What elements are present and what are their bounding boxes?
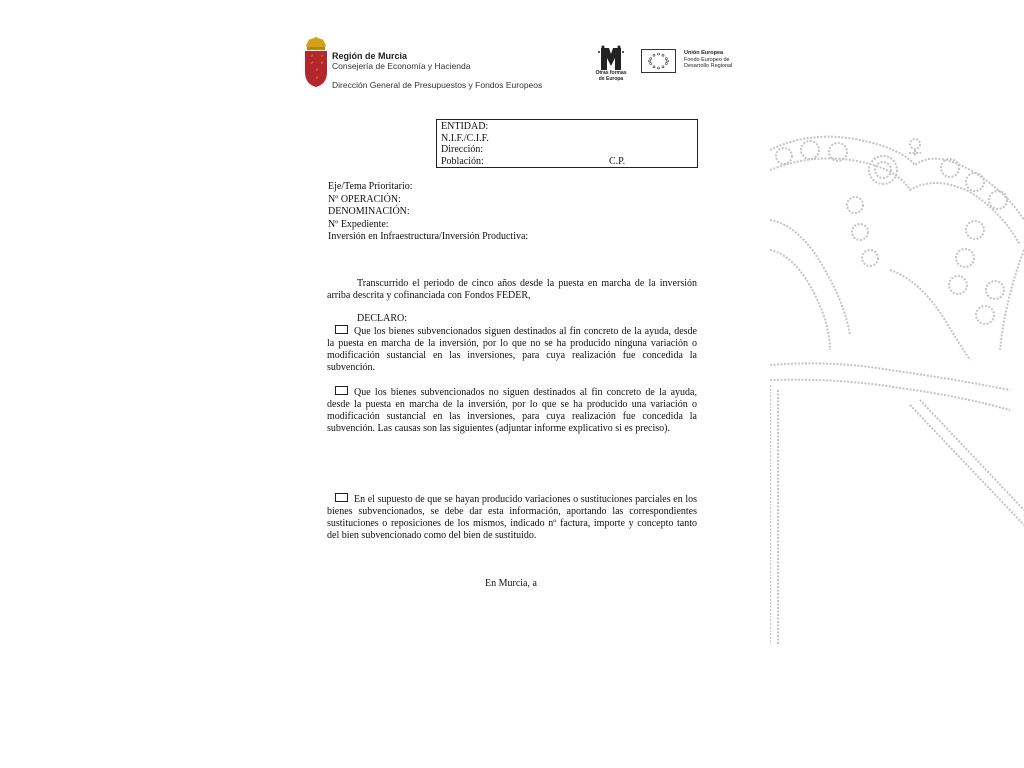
- expediente-label: Nº Expediente:: [328, 218, 389, 230]
- option-3: [327, 493, 697, 542]
- firma-line: En Murcia, a: [485, 578, 537, 589]
- intro-paragraph: Transcurrido el periodo de cinco años desde la puesta en marcha de la inversión arriba descrita y cofinanciada con Fondos FEDER,: [327, 278, 697, 301]
- entity-box: [436, 119, 698, 168]
- eu-flag-icon: [641, 49, 676, 73]
- direccion-label: Dirección:: [441, 144, 484, 155]
- denominacion-label: DENOMINACIÓN:: [328, 206, 410, 217]
- option-1: [327, 325, 697, 374]
- option-2-text: Que los bienes subvencionados no siguen destinados al fin concreto de la ayuda, desde la puesta en marcha de la inversión, por lo que se ha producido una variación o modificación sustancial en las inversiones, para cuya realización fue concedida la subvención. Las causas son las siguientes (adjuntar informe explicativo si es preciso).: [327, 387, 697, 434]
- eu-line-3: Desarrollo Regional: [684, 63, 733, 69]
- eu-line-2: Fondo Europeo de: [684, 56, 730, 63]
- consejeria-name: Consejería de Economía y Hacienda: [332, 61, 471, 71]
- option-1-text: Que los bienes subvencionados siguen destinados al fin concreto de la ayuda, desde la puesta en marcha de la inversión, por lo que no se ha producido ninguna variación o modificación sustancial en las inversiones, para cuya realización fue concedida la subvención.: [327, 326, 697, 373]
- declaro-heading: DECLARO:: [357, 313, 407, 324]
- direccion-general-name: Dirección General de Presupuestos y Fondos Europeos: [332, 80, 543, 90]
- otras-formas-logo: [593, 44, 629, 84]
- eje-label: Eje/Tema Prioritario:: [328, 181, 413, 192]
- region-name: Región de Murcia: [332, 51, 408, 61]
- otras-label-1: Otras formas: [595, 70, 627, 76]
- poblacion-label: Población:: [441, 155, 484, 167]
- eu-line-1: Unión Europea: [684, 50, 724, 56]
- nif-label: N.I.F./C.I.F.: [441, 132, 489, 144]
- inversion-label: Inversión en Infraestructura/Inversión Productiva:: [328, 231, 529, 242]
- operation-fields: [328, 181, 528, 244]
- option-2-checkbox[interactable]: [335, 386, 348, 395]
- cp-label: C.P.: [609, 155, 626, 167]
- eu-feder-text: [684, 50, 732, 70]
- otras-label-2: de Europa: [598, 75, 624, 82]
- option-2: [327, 386, 697, 435]
- option-3-text: En el supuesto de que se hayan producido variaciones o sustituciones parciales en los bienes subvencionados, se debe dar esta información, aportando las correspondientes sustituciones o reposiciones de los mismos, indicado nº factura, importe y concepto tanto del bien subvencionado como del bien de sustituido.: [327, 494, 697, 541]
- option-3-checkbox[interactable]: [335, 493, 348, 502]
- murcia-crest-icon: [302, 36, 330, 88]
- region-murcia-logo: [302, 36, 552, 92]
- otras-formas-icon: [593, 44, 629, 72]
- option-1-checkbox[interactable]: [335, 325, 348, 334]
- operacion-label: Nº OPERACIÓN:: [328, 193, 401, 205]
- crown-watermark-icon: [770, 130, 1024, 645]
- entidad-label: ENTIDAD:: [441, 121, 489, 132]
